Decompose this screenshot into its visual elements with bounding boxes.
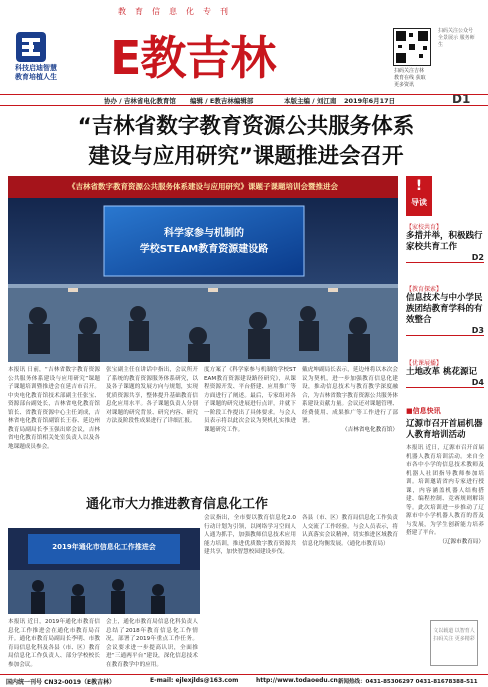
guide-mark-icon: ! bbox=[415, 178, 423, 194]
article1-col-4-text: 戴虎坤副局长表示，延边州将以本次会议为契机，进一步加强教育信息化建设，推动信息技术与教育教学深度融合，为吉林省数字教育资源公共服务体系建设贡献力量。会议还对课题管理、经费使用、成果推广等工作进行了部署。 bbox=[302, 367, 398, 424]
news-brief bbox=[406, 406, 484, 546]
masthead-slogan: 教育信息化专刊 bbox=[118, 7, 237, 16]
page-number: D1 bbox=[452, 92, 471, 106]
guide-item-1-page: D2 bbox=[471, 253, 484, 262]
info-organizer: 协办 / 吉林省电化教育馆 bbox=[104, 97, 176, 105]
divider bbox=[406, 262, 484, 263]
meeting-photo bbox=[8, 176, 398, 362]
sidebar-guide bbox=[406, 176, 484, 604]
divider bbox=[406, 387, 484, 388]
article1-col-4 bbox=[302, 366, 398, 434]
guide-item-1[interactable] bbox=[406, 222, 484, 263]
guide-label: 导读 bbox=[411, 198, 427, 207]
article2-col-4: 各县（市、区）教育局信息化工作负责人交流了工作经验。与会人员表示，将认真落实会议精神，切实推进区域教育信息化均衡发展。（通化市教育局） bbox=[302, 515, 398, 547]
guide-item-2-title: 信息技术与中小学民族团结教育学科的有效整合 bbox=[406, 293, 483, 325]
guide-item-3[interactable] bbox=[406, 358, 484, 388]
meeting-photo-illustration bbox=[8, 176, 398, 362]
guide-item-3-title: 土地改革 桃花源记 bbox=[406, 367, 477, 377]
main-headline bbox=[16, 112, 476, 172]
info-layout-editor: 本版主编 / 刘江南 bbox=[284, 97, 337, 105]
article2-col-1: 本报讯 近日，2019年通化市教育信息化工作推进会在通化市教育局召开。通化市教育局副局长李明、市教育局信息化科及各县（市、区）教育局信息化工作负责人、部分学校校长参加会议。 bbox=[8, 619, 100, 668]
headline-line-1: “吉林省数字教育资源公共服务体系 bbox=[77, 114, 415, 139]
guide-item-2-section: 【教育探索】 bbox=[406, 286, 443, 293]
article1-byline: （吉林省电化教育馆） bbox=[342, 426, 398, 433]
promo-stamp: 文以载道 以智育人 扫码关注 更多精彩 bbox=[430, 620, 478, 666]
tonghua-photo-banner: 2019年通化市信息化工作推进会 bbox=[52, 543, 156, 551]
tonghua-photo-illustration bbox=[8, 528, 200, 614]
news-title: 辽源市召开首届机器人教育培训活动 bbox=[406, 419, 483, 440]
qr-code-icon bbox=[393, 28, 431, 66]
footer-bar bbox=[0, 674, 488, 687]
guide-item-1-title: 多措并举，积极践行家校共育工作 bbox=[406, 231, 483, 252]
guide-item-1-section: 【家校共育】 bbox=[406, 224, 443, 231]
guide-badge bbox=[406, 176, 432, 216]
logo-line-1: 科技启迪智慧 bbox=[15, 64, 57, 72]
guide-item-3-page: D4 bbox=[471, 378, 484, 387]
info-date: 2019年6月17日 bbox=[344, 97, 396, 105]
issue-info-bar bbox=[0, 94, 488, 106]
news-section-label: ■信息快讯 bbox=[406, 407, 441, 415]
article1-col-3: 度方案了《科学家参与机制的学校STEAM教育资源建设路径研究》，从课程资源开发、平台搭建、应用推广等方面进行了阐述。最后，专家组对各子课题的研究进展进行点评，并就下一阶段工作提出了具体要求。与会人员表示将以此次会议为契机扎实推进课题研究工作。 bbox=[204, 367, 296, 433]
footer-registration: 国内统一刊号 CN32-0019（E教吉林） bbox=[6, 679, 116, 686]
logo-line-2: 教育培植人生 bbox=[15, 73, 57, 81]
tonghua-meeting-photo bbox=[8, 528, 200, 614]
screen-text-line-2: 学校STEAM教育资源建设路 bbox=[139, 244, 269, 255]
photo-banner-text: 《吉林省数字教育资源公共服务体系建设与应用研究》课题子课题培训会暨推进会 bbox=[68, 182, 338, 191]
headline-line-2: 建设与应用研究”课题推进会召开 bbox=[88, 144, 404, 169]
masthead-title: E教吉林 bbox=[110, 31, 276, 85]
news-byline: （辽源市教育局） bbox=[439, 538, 484, 545]
page-note: 扫码关注公众号 全景展示 服务师生 bbox=[438, 28, 475, 48]
article1-col-1: 本报讯 日前，“吉林省数字教育资源公共服务体系建设与应用研究”课题子课题培训暨推进会在延吉市召开。中央电化教育馆技术部副主任张宝、资源部台副处长，吉林省电化教育馆馆长、省教育资源中心主任刘成，吉林省电化教育馆副馆长王春、延边州教育局副局长李玉强出席会议，吉林省电化教育馆相关处室负责人以及各地课题成员参会。 bbox=[8, 367, 100, 450]
guide-item-2[interactable] bbox=[406, 284, 484, 336]
article2-subhead: 通化市大力推进教育信息化工作 bbox=[86, 497, 269, 512]
divider bbox=[406, 335, 484, 336]
news-body: 本报讯 近日，辽源市召开首届机器人教育培训活动。来自全市各中小学的信息技术教师及机器人社团指导教师参加培训。培训邀请省内专家进行授课，内容涵盖机器人结构搭建、编程控制、竞赛规则解读等。此次培训进一步推动了辽源市中小学机器人教育的普及与发展，为学生创新能力培养搭建了平台。 bbox=[406, 445, 484, 536]
guide-item-3-section: 【优课展播】 bbox=[406, 360, 443, 367]
article2-col-3: 会议指出，全市要以教育信息化2.0行动计划为引领，以网络学习空间人人通为抓手，加强教师信息技术应用能力培训，推进优质数字教育资源共建共享，加快智慧校园建设步伐。 bbox=[204, 515, 296, 555]
article1-col-2: 张宝副主任在讲话中指出，会议所开了系统的教育资源服务体系研究，以及各子课题的发展方向与规划，实现优质资源共享，整体提升基础教育信息化应用水平。各子课题负责人分别对课题的研究背景、研究内容、研究方法及阶段性成果进行了详细汇报。 bbox=[106, 367, 198, 424]
footer-email[interactable]: E-mail: ejlexjlds@163.com bbox=[150, 677, 239, 684]
footer-phone: 新闻热线：0431-85306297 0431-81678388-511 bbox=[338, 679, 478, 685]
qr-caption: 扫码关注吉林教育在线 获取更多资讯 bbox=[394, 68, 426, 88]
newspaper-logo-icon bbox=[10, 30, 52, 64]
info-editor: 编辑 / E教吉林编辑部 bbox=[190, 97, 254, 105]
footer-website[interactable]: http://www.todaoedu.cn bbox=[256, 677, 338, 684]
logo-caption bbox=[6, 64, 66, 82]
screen-text-line-1: 科学家参与机制的 bbox=[164, 228, 244, 239]
article2-col-2: 会上，通化市教育局信息化科负责人总结了2018年教育信息化工作情况，部署了2019年重点工作任务。会议要求进一步提高认识，全面推进“三通两平台”建设，深化信息技术在教育教学中的应用。 bbox=[106, 619, 198, 668]
guide-item-2-page: D3 bbox=[471, 326, 484, 335]
